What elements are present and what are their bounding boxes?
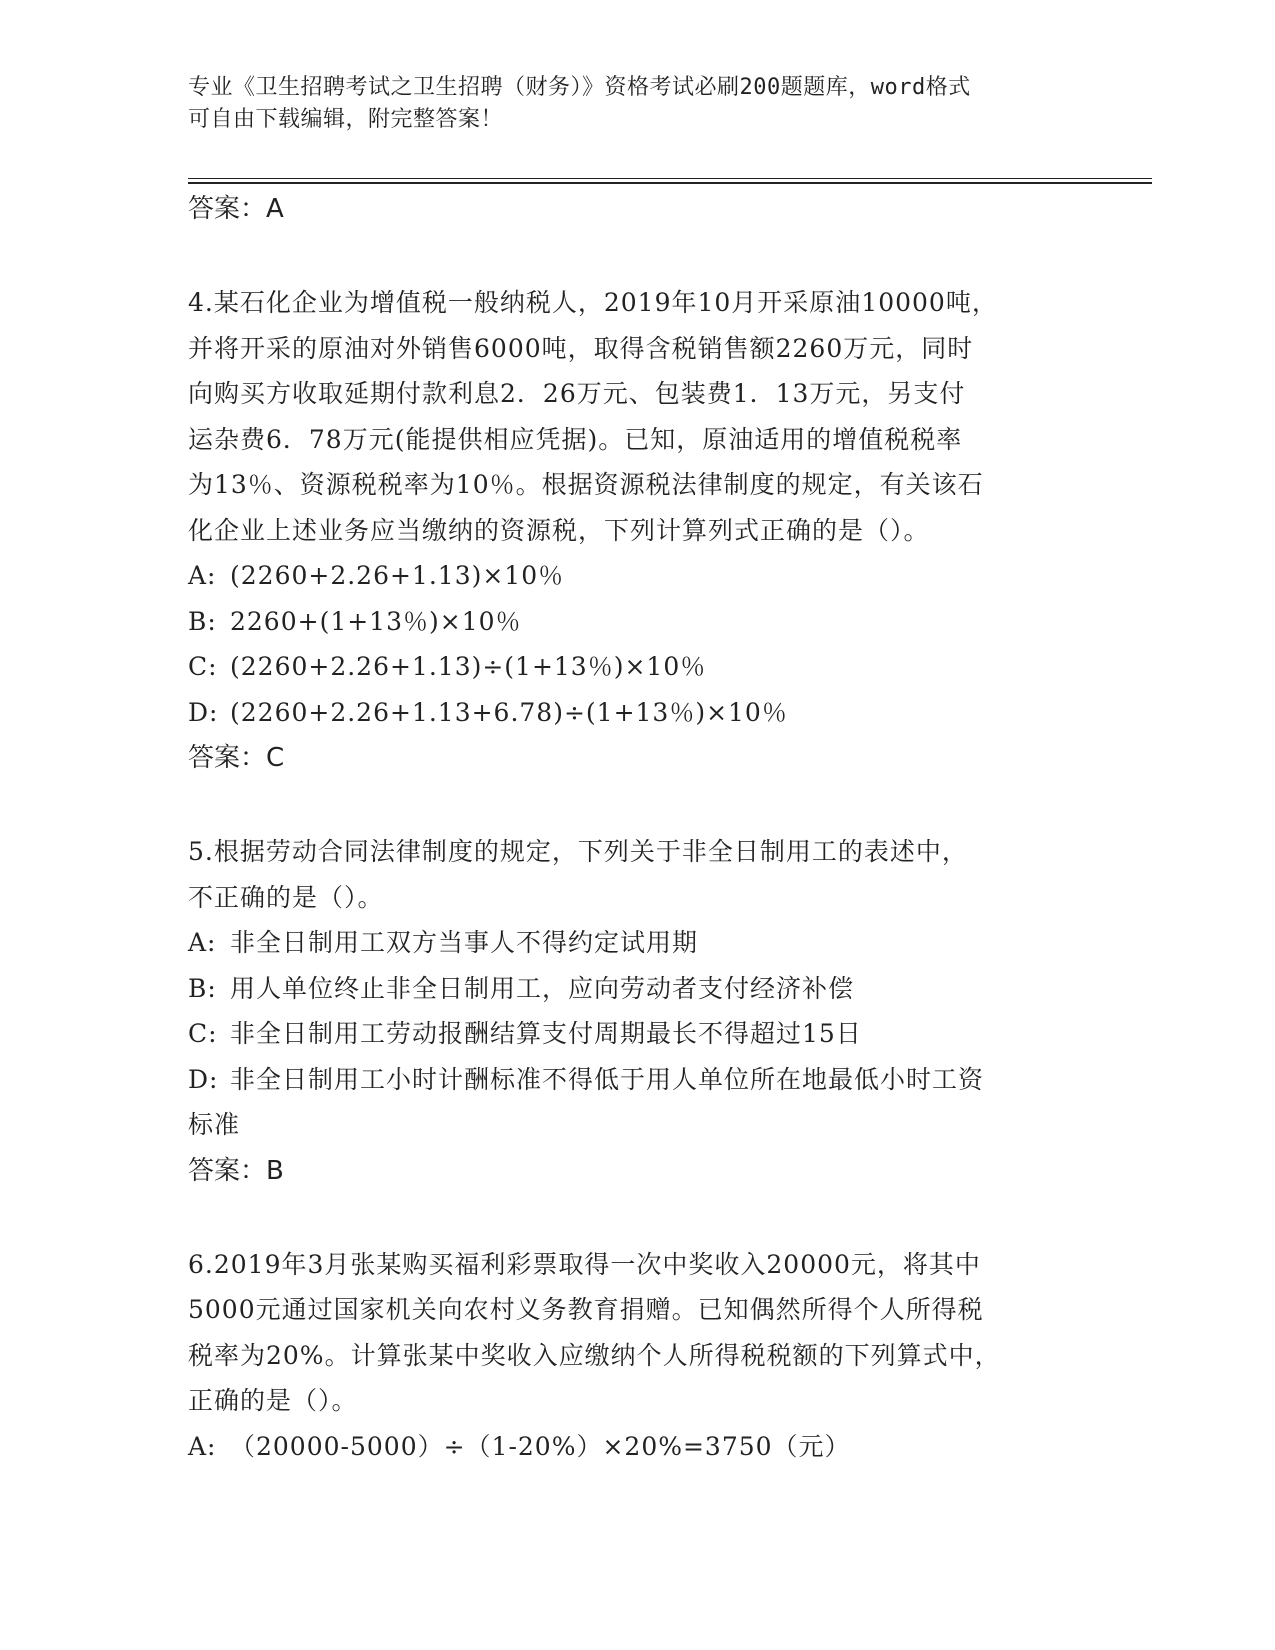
- option-b: [188, 599, 1088, 645]
- option-letter: B:: [188, 973, 217, 1003]
- option-c: [188, 644, 1088, 690]
- option-letter: A:: [188, 1431, 217, 1461]
- option-d-continuation: 标准: [188, 1110, 241, 1139]
- question-text-line: 4.某石化企业为增值税一般纳税人，2019年10月开采原油10000吨，: [188, 288, 998, 317]
- header-line-2: 可自由下载编辑，附完整答案！: [188, 107, 504, 132]
- previous-answer: 答案：A: [188, 194, 284, 224]
- question-6: [188, 1242, 1088, 1470]
- option-text: (2260+2.26+1.13)÷(1+13％)×10％: [230, 652, 707, 681]
- option-letter: D:: [188, 1064, 219, 1094]
- option-text: （20000-5000）÷（1-20%）×20%=3750（元）: [230, 1431, 851, 1461]
- option-letter: C:: [188, 652, 218, 681]
- question-text-line: 5000元通过国家机关向农村义务教育捐赠。已知偶然所得个人所得税: [188, 1295, 984, 1324]
- header-line-1: 专业《卫生招聘考试之卫生招聘（财务）》资格考试必刷200题题库，word格式: [188, 75, 971, 100]
- spacer: [188, 232, 1088, 280]
- option-text: (2260+2.26+1.13)×10％: [230, 561, 565, 590]
- question-text-line: 向购买方收取延期付款利息2．26万元、包装费1．13万元，另支付: [188, 379, 966, 408]
- question-text-line: 6.2019年3月张某购买福利彩票取得一次中奖收入20000元，将其中: [188, 1249, 981, 1279]
- question-text-line: 不正确的是（）。: [188, 882, 384, 912]
- option-text: 非全日制用工小时计酬标准不得低于用人单位所在地最低小时工资: [230, 1064, 985, 1094]
- header-divider-thick: [188, 182, 1152, 184]
- option-text: (2260+2.26+1.13+6.78)÷(1+13％)×10％: [230, 697, 788, 727]
- question-text-line: 为13％、资源税税率为10％。根据资源税法律制度的规定，有关该石: [188, 470, 984, 499]
- option-letter: B:: [188, 606, 217, 636]
- question-text-line: 税率为20%。计算张某中奖收入应缴纳个人所得税税额的下列算式中，: [188, 1340, 1001, 1370]
- page-header: [188, 72, 1068, 136]
- spacer: [188, 1194, 1088, 1242]
- question-text-line: 正确的是（）。: [188, 1386, 358, 1415]
- option-letter: C:: [188, 1019, 218, 1048]
- answer-5: 答案：B: [188, 1155, 284, 1186]
- option-text: 非全日制用工双方当事人不得约定试用期: [230, 928, 699, 957]
- question-5: [188, 829, 1088, 1194]
- document-body: [188, 186, 1088, 1469]
- question-text-line: 5.根据劳动合同法律制度的规定，下列关于非全日制用工的表述中，: [188, 837, 968, 866]
- option-text: 用人单位终止非全日制用工，应向劳动者支付经济补偿: [230, 973, 855, 1003]
- option-c: [188, 1011, 1088, 1057]
- question-text-line: 化企业上述业务应当缴纳的资源税，下列计算列式正确的是（）。: [188, 515, 930, 545]
- answer-4: 答案：C: [188, 743, 285, 773]
- header-divider-thin: [188, 178, 1152, 179]
- spacer: [188, 781, 1088, 829]
- option-a: [188, 920, 1088, 966]
- option-b: [188, 966, 1088, 1012]
- option-letter: A:: [188, 561, 217, 590]
- option-d: [188, 690, 1088, 736]
- option-text: 非全日制用工劳动报酬结算支付周期最长不得超过15日: [230, 1019, 862, 1048]
- option-letter: A:: [188, 928, 217, 957]
- option-a: [188, 553, 1088, 599]
- question-text-line: 并将开采的原油对外销售6000吨，取得含税销售额2260万元，同时: [188, 333, 974, 363]
- option-a: [188, 1424, 1088, 1470]
- question-4: [188, 280, 1088, 781]
- question-text-line: 运杂费6．78万元(能提供相应凭据)。已知，原油适用的增值税税率: [188, 424, 963, 454]
- option-letter: D:: [188, 697, 219, 727]
- option-text: 2260+(1+13％)×10％: [230, 606, 522, 636]
- option-d: [188, 1057, 1088, 1103]
